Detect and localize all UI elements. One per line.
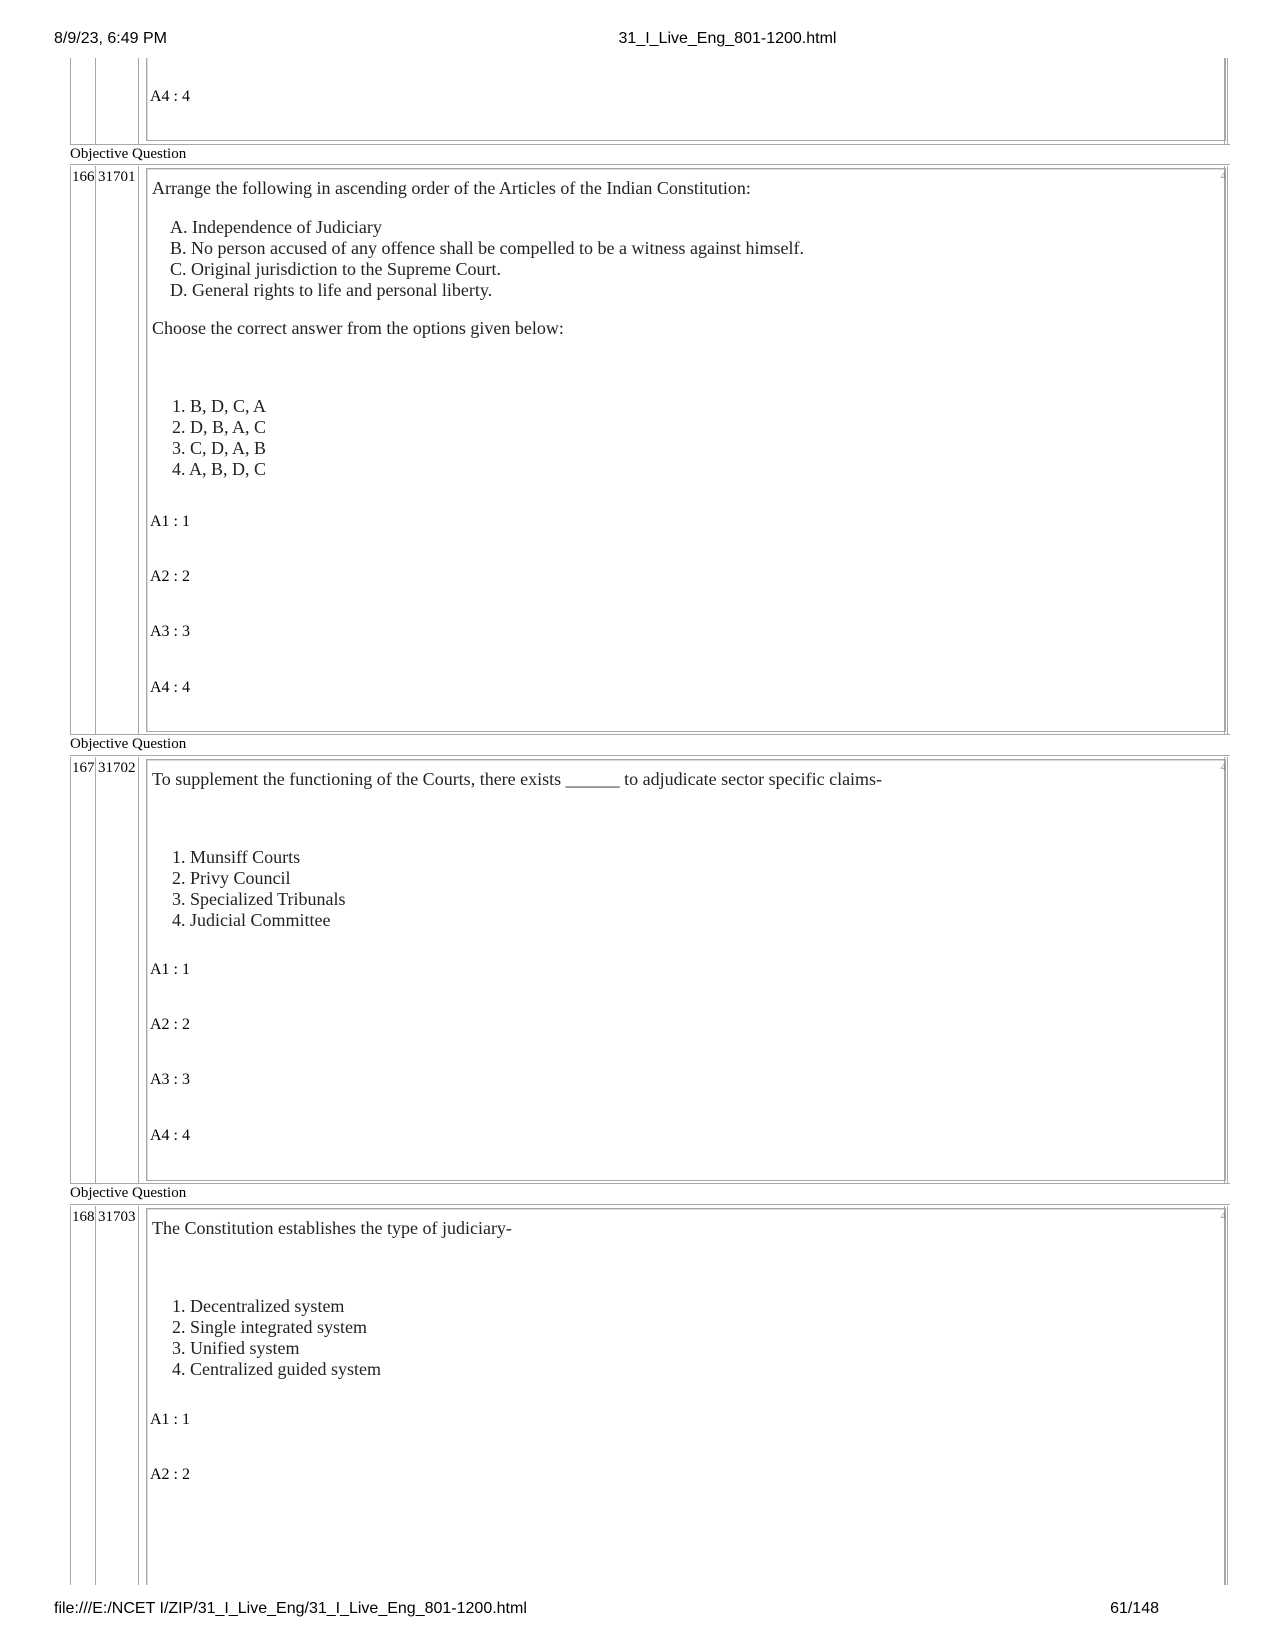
answer-label: A4 : 4 [150,679,190,696]
option-item: 3. Specialized Tribunals [172,889,346,909]
question-id: 31703 [98,1209,136,1225]
option-list [172,1296,381,1380]
option-item: 1. B, D, C, A [172,396,267,416]
answer-label: A2 : 2 [150,1016,190,1033]
question-167 [70,757,1230,1183]
option-item: 3. Unified system [172,1338,300,1358]
option-item: 2. Single integrated system [172,1317,367,1337]
answer-label: A3 : 3 [150,1071,190,1088]
question-text: To supplement the functioning of the Courts, there exists ______ to adjudicate sector specific claims- [152,769,883,789]
option-item: 4. Centralized guided system [172,1359,381,1379]
answer-label: A1 : 1 [150,513,190,530]
question-type-label: Objective Question [70,146,187,162]
previous-question-tail [70,58,1230,144]
option-item: 1. Munsiff Courts [172,847,301,867]
question-number: 166 [72,169,95,185]
answer-label: A2 : 2 [150,1466,190,1483]
question-type-label: Objective Question [70,736,187,752]
option-item: 3. C, D, A, B [172,438,267,458]
statement-item: A. Independence of Judiciary [170,217,382,237]
question-type-label: Objective Question [70,1185,187,1201]
option-item: 2. D, B, A, C [172,417,267,437]
option-item: 2. Privy Council [172,868,291,888]
answer-label: A3 : 3 [150,623,190,640]
column-marker: 4 [1220,1210,1226,1222]
answer-label: A4 : 4 [150,88,190,105]
question-number: 168 [72,1209,95,1225]
question-instruction: Choose the correct answer from the options given below: [152,318,564,338]
question-168 [70,1206,1230,1585]
option-item: 4. A, B, D, C [172,459,267,479]
question-number: 167 [72,760,95,776]
column-marker: 4 [1220,170,1226,182]
print-page-number: 61/148 [1110,1600,1159,1617]
answer-label: A4 : 4 [150,1127,190,1144]
answer-label: A2 : 2 [150,568,190,585]
statement-item: B. No person accused of any offence shall be compelled to be a witness against himself. [170,238,804,258]
question-paper [70,58,1230,1585]
question-text: Arrange the following in ascending order of the Articles of the Indian Constitution: [152,178,751,198]
statement-item: C. Original jurisdiction to the Supreme Court. [170,259,501,279]
answer-label: A1 : 1 [150,1411,190,1428]
question-text: The Constitution establishes the type of judiciary- [152,1218,512,1238]
option-item: 4. Judicial Committee [172,910,331,930]
print-document-title: 31_I_Live_Eng_801-1200.html [618,30,837,47]
print-file-path: file:///E:/NCET I/ZIP/31_I_Live_Eng/31_I_Live_Eng_801-1200.html [54,1600,527,1617]
statement-list [170,217,804,301]
question-166 [70,166,1230,734]
option-list [172,396,266,480]
question-id: 31701 [98,169,136,185]
option-list [172,847,346,931]
option-item: 1. Decentralized system [172,1296,345,1316]
column-marker: 4 [1220,761,1226,773]
statement-item: D. General rights to life and personal liberty. [170,280,493,300]
print-datetime: 8/9/23, 6:49 PM [54,30,167,47]
answer-label: A1 : 1 [150,961,190,978]
question-id: 31702 [98,760,136,776]
